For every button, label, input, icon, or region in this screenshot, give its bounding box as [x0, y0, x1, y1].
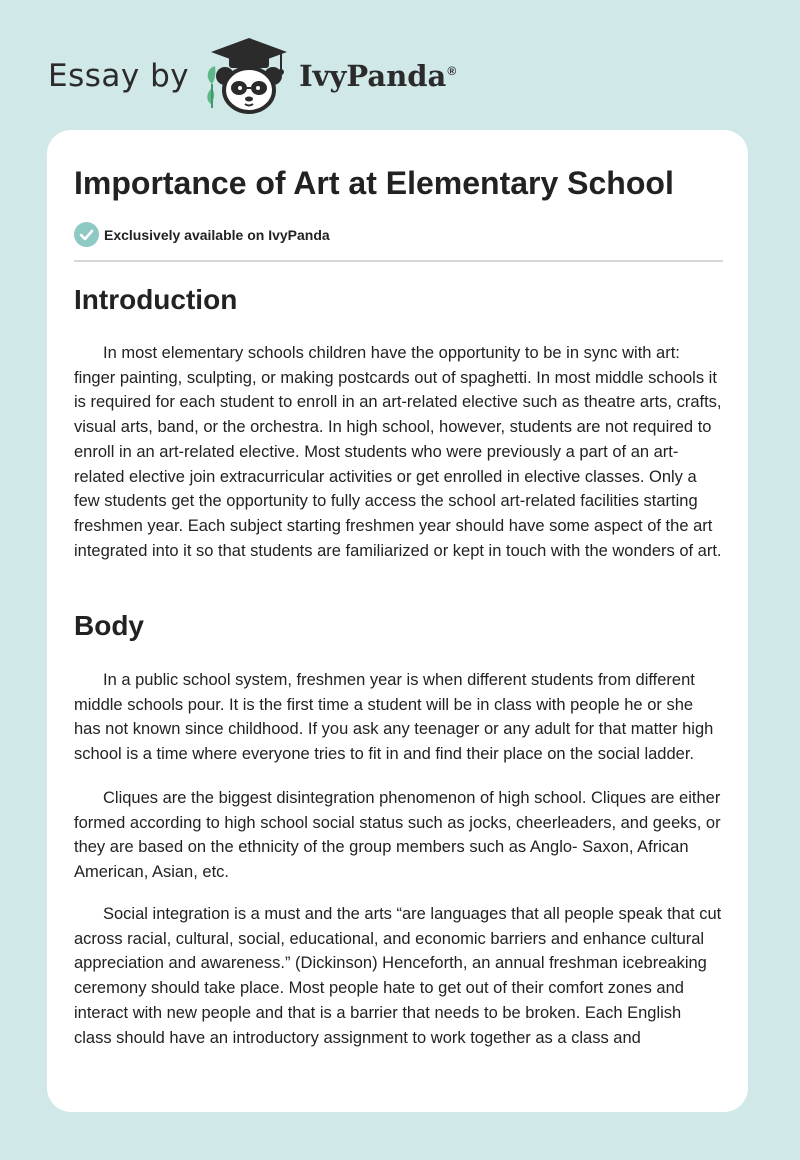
essay-card	[47, 130, 748, 1112]
brand-name-text: IvyPanda	[299, 59, 447, 93]
section-heading-body: Body	[74, 610, 144, 641]
exclusive-badge-text: Exclusively available on IvyPanda	[104, 226, 330, 243]
body-paragraph-2: Cliques are the biggest disintegration phenomenon of high school. Cliques are either formed according to high school social status such as jocks, cheerleaders, and geeks, or they are based on the ethnicity of the group members such as Anglo- Saxon, African American, Asian, etc.	[74, 789, 721, 882]
panda-graduate-logo-icon	[203, 36, 295, 116]
registered-mark: ®	[447, 64, 457, 79]
body-paragraph-3: Social integration is a must and the arts “are languages that all people speak that cut across racial, cultural, social, educational, and economic barriers and enhance cultural appreciation and awareness.” (Dickinson) Henceforth, an annual freshman icebreaking ceremony should take place. Most people hate to get out of their comfort zones and interact with new people and that is a barrier that needs to be broken. Each English class should have an introductory assignment to work together as a class and	[74, 905, 722, 1047]
check-circle-icon	[74, 222, 99, 247]
body-paragraph-1: In a public school system, freshmen year is when different students from different middle schools pour. It is the first time a student will be in class with people he or she has not known since childhood. If you ask any teenager or any adult for that matter high school is a time where everyone tries to fit in and find their place on the social ladder.	[74, 671, 714, 764]
brand-header	[48, 36, 456, 116]
page-title: Importance of Art at Elementary School	[74, 165, 674, 201]
brand-name	[299, 59, 456, 93]
section-heading-introduction: Introduction	[74, 284, 238, 315]
exclusive-badge	[74, 222, 330, 247]
brand-prefix: Essay by	[48, 58, 190, 94]
title-divider	[74, 260, 723, 262]
introduction-paragraph: In most elementary schools children have the opportunity to be in sync with art: finger painting, sculpting, or making postcards out of spaghetti. In most middle schools it is required for each student to enroll in an art-related elective such as theatre arts, crafts, visual arts, band, or the orchestra. In high school, however, students are not required to enroll in an art-related elective. Most students who were previously a part of an art-related elective join extracurricular activities or get enrolled in elective classes. Only a few students get the opportunity to fully access the school art-related facilities starting freshmen year. Each subject starting freshmen year should have some aspect of the art integrated into it so that students are familiarized or kept in touch with the wonders of art.	[74, 344, 722, 560]
